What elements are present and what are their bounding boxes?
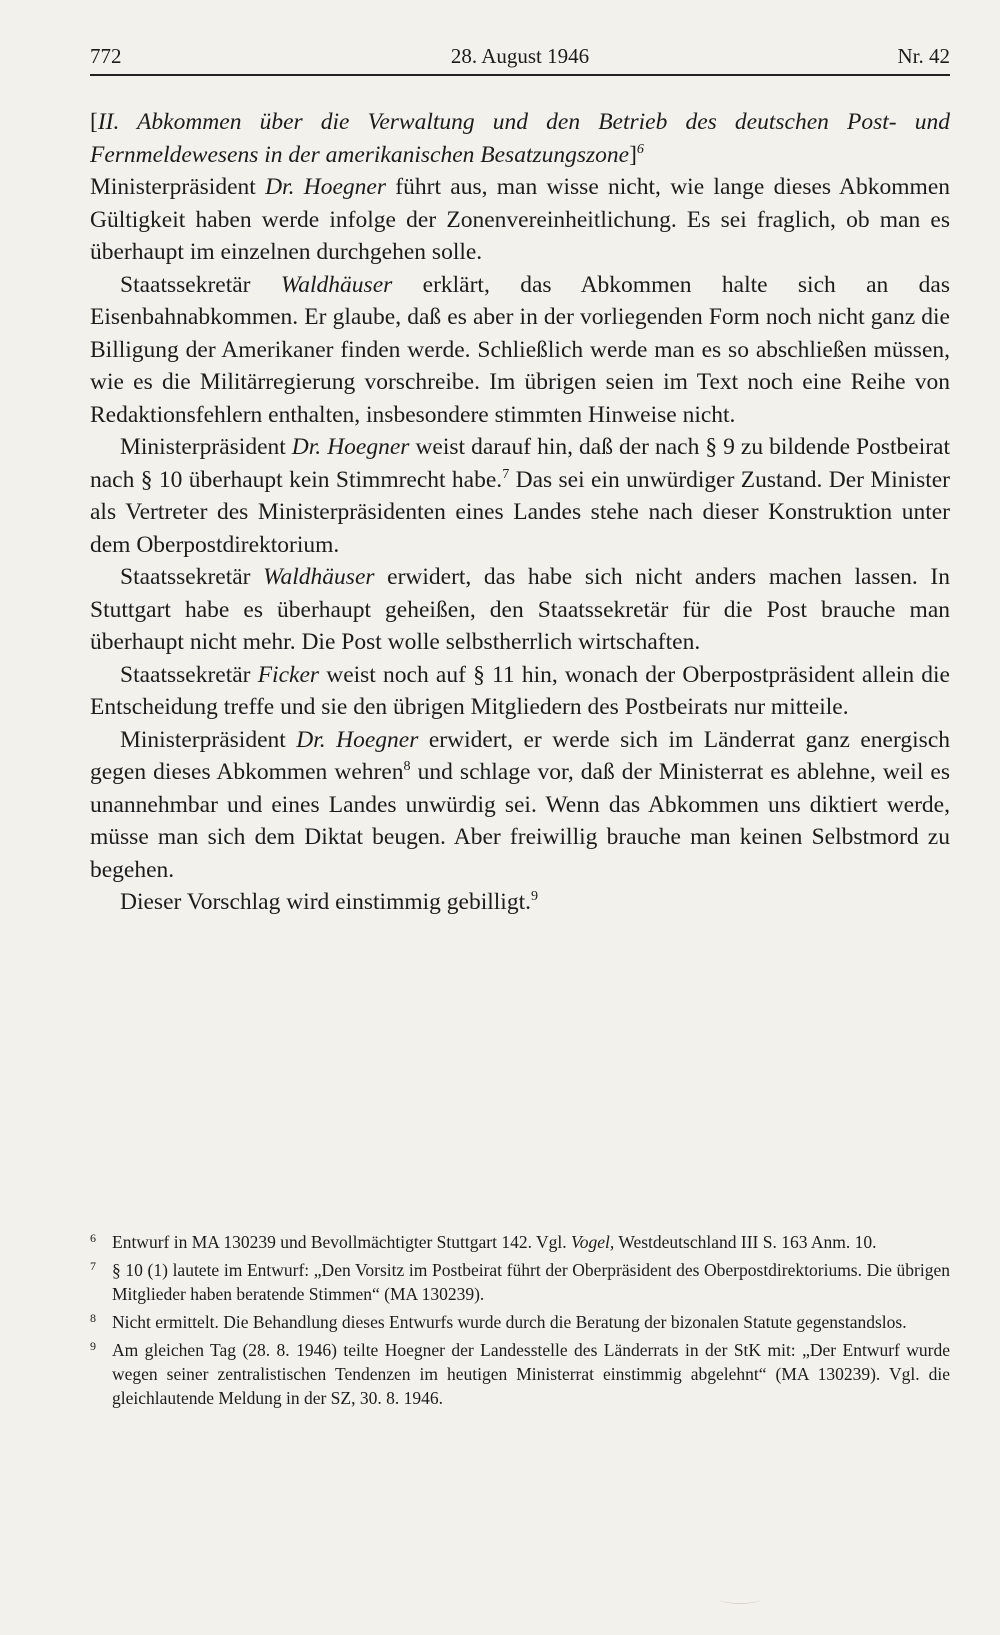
footnote-number: 8 — [90, 1311, 96, 1325]
speaker-name: Dr. Hoegner — [296, 726, 419, 753]
footnote-number: 7 — [90, 1259, 96, 1273]
paragraph-text: erklärt, das Abkommen halte sich an das Eisenbahnabkommen. Er glaube, daß es aber in der vorliegenden Form noch nicht ganz die Billigung der Amerikaner finden werde. Schließlich werde man es so abschließen müssen, wie es die Militärregierung vorschreibe. Im übrigen seien im Text noch eine Reihe von Redaktionsfehlern enthalten, insbesondere stimmten Hinweise nicht. — [90, 271, 950, 428]
footnote-ref-8: 8 — [403, 758, 411, 775]
speaker-name: Dr. Hoegner — [291, 434, 410, 460]
footnote-ref-7: 7 — [502, 465, 510, 482]
author-name: Vogel, — [571, 1232, 615, 1252]
paragraph-7 — [90, 886, 950, 919]
main-text — [90, 106, 950, 919]
running-header — [90, 40, 950, 76]
paragraph-1 — [90, 171, 950, 269]
paragraph-text: Das sei ein unwürdiger Zustand. Der Minister als Vertreter des Ministerpräsidenten eines Landes stehe nach dieser Konstruktion unter dem Oberpostdirektorium. — [90, 466, 950, 558]
section-heading — [90, 106, 950, 171]
paragraph-5 — [90, 659, 950, 724]
speaker-name: Ficker — [257, 661, 320, 688]
paragraph-6 — [90, 724, 950, 887]
footnote-text: § 10 (1) lautete im Entwurf: „Den Vorsitz im Postbeirat führt der Oberpräsident des Oberpostdirektoriums. Die übrigen Mitglieder haben beratende Stimmen“ (MA 130239). — [112, 1260, 950, 1304]
paragraph-text: erwidert, das habe sich nicht anders machen lassen. In Stuttgart habe es überhaupt geheißen, den Staatssekretär für die Post brauche man überhaupt nicht mehr. Die Post wolle selbstherrlich wirtschaften. — [90, 564, 950, 655]
document-number: Nr. 42 — [897, 44, 950, 68]
heading-close-bracket: ] — [629, 141, 637, 168]
paragraph-text: erwidert, er werde sich im Länderrat ganz energisch gegen dieses Abkommen wehren — [90, 726, 950, 785]
footnote-text: Am gleichen Tag (28. 8. 1946) teilte Hoegner der Landesstelle des Länderrats in der StK mit: „Der Entwurf wurde wegen seiner zentralistischen Tendenzen im heutigen Ministerrat einstimmig abgelehnt“ (MA 130239). Vgl. die gleichlautende Meldung in der SZ, 30. 8. 1946. — [112, 1340, 950, 1408]
footnote-text: Nicht ermittelt. Die Behandlung dieses Entwurfs wurde durch die Beratung der bizonalen Statute gegenstandslos. — [112, 1312, 907, 1332]
footnote-text: Entwurf in MA 130239 und Bevollmächtigter Stuttgart 142. Vgl. — [112, 1232, 572, 1252]
paragraph-text: Staatssekretär — [120, 564, 264, 590]
paragraph-2 — [90, 269, 950, 432]
heading-open-bracket: [ — [90, 109, 98, 135]
paragraph-text: Ministerpräsident — [120, 434, 292, 460]
footnote-number: 9 — [90, 1339, 96, 1353]
footnote-ref-6: 6 — [636, 140, 644, 157]
speaker-name: Dr. Hoegner — [265, 174, 386, 200]
footnote-9 — [90, 1338, 950, 1410]
header-date: 28. August 1946 — [450, 44, 590, 68]
paragraph-text: Ministerpräsident — [120, 726, 297, 753]
bleed-through-mark — [720, 1595, 760, 1604]
paragraph-text: und schlage vor, daß der Ministerrat es ablehne, weil es unannehmbar und eines Landes unwürdig sei. Wenn das Abkommen uns diktiert werde, müsse man sich dem Diktat beugen. Aber freiwillig brauche man keinen Selbstmord zu begehen. — [90, 759, 950, 883]
footnotes — [90, 1230, 950, 1414]
paragraph-text: führt aus, man wisse nicht, wie lange dieses Abkommen Gültigkeit haben werde infolge der Zonenvereinheitlichung. Es sei fraglich, ob man es überhaupt im einzelnen durchgehen solle. — [90, 174, 950, 265]
footnote-8 — [90, 1310, 950, 1334]
footnote-text: Westdeutschland III S. 163 Anm. 10. — [614, 1232, 877, 1252]
paragraph-text: Dieser Vorschlag wird einstimmig gebilligt. — [120, 889, 531, 915]
paragraph-4 — [90, 561, 950, 659]
footnote-number: 6 — [90, 1231, 96, 1245]
footnote-7 — [90, 1258, 950, 1306]
speaker-name: Waldhäuser — [280, 271, 393, 298]
speaker-name: Waldhäuser — [263, 564, 375, 590]
page-number: 772 — [90, 44, 122, 68]
heading-title: II. Abkommen über die Verwaltung und den Betrieb des deutschen Post- und Fernmeldewesens in der amerikanischen Besatzungszone — [90, 109, 950, 168]
footnote-6 — [90, 1230, 950, 1254]
footnote-ref-9: 9 — [531, 888, 539, 905]
paragraph-text: Staatssekretär — [120, 661, 258, 688]
paragraph-text: weist noch auf § 11 hin, wonach der Oberpostpräsident allein die Entscheidung treffe und sie den übrigen Mitgliedern des Postbeirats nur mitteile. — [90, 661, 950, 720]
paragraph-3 — [90, 431, 950, 561]
paragraph-text: Ministerpräsident — [90, 174, 266, 200]
paragraph-text: weist darauf hin, daß der nach § 9 zu bildende Postbeirat nach § 10 überhaupt kein Stimmrecht habe. — [90, 434, 951, 493]
paragraph-text: Staatssekretär — [120, 271, 281, 298]
